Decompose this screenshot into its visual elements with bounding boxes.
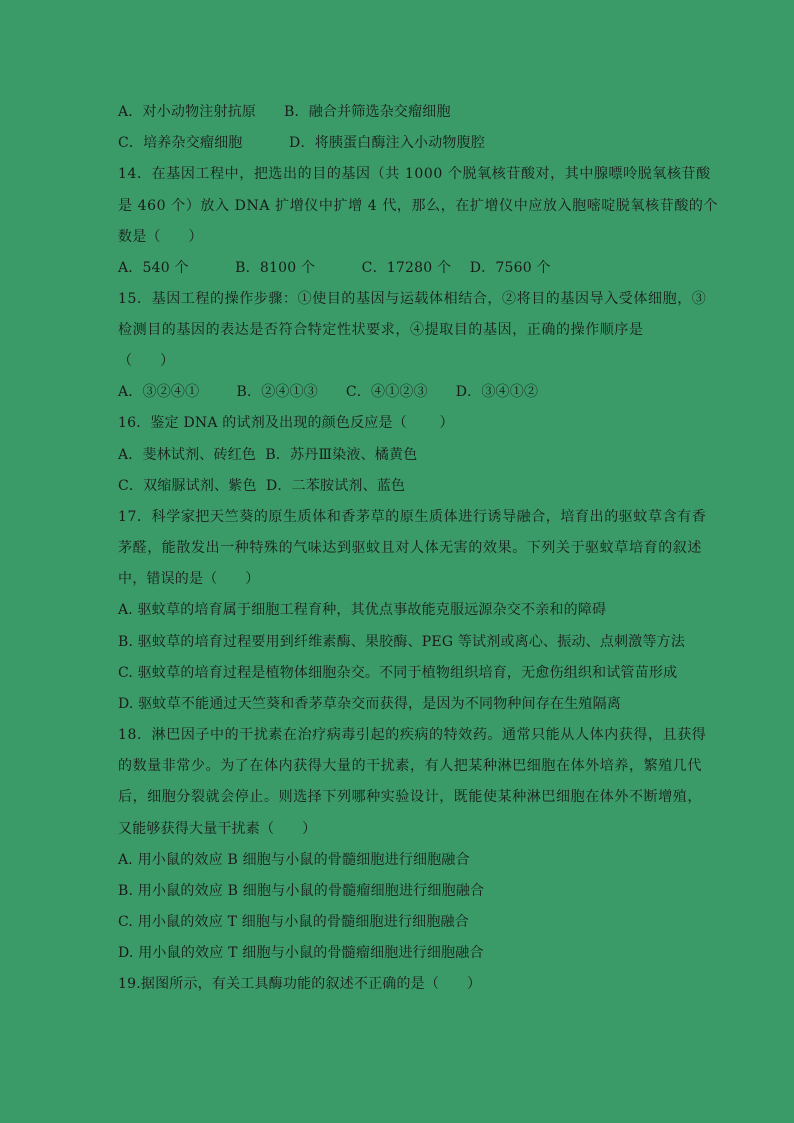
answer-option-a: A. 用小鼠的效应 B 细胞与小鼠的骨髓细胞进行细胞融合 bbox=[118, 852, 470, 868]
text-line: 中，错误的是（ ） bbox=[118, 571, 260, 587]
text-line: 又能够获得大量干扰素（ ） bbox=[118, 821, 317, 837]
answer-option-c: C. 用小鼠的效应 T 细胞与小鼠的骨髓细胞进行细胞融合 bbox=[118, 914, 469, 930]
text-line: 数是（ ） bbox=[118, 229, 203, 245]
answer-option-c: C. 驱蚊草的培育过程是植物体细胞杂交。不同于植物组织培育，无愈伤组织和试管苗形成 bbox=[118, 665, 678, 681]
text-line: 的数量非常少。为了在体内获得大量的干扰素，有人把某种淋巴细胞在体外培养，繁殖几代 bbox=[118, 758, 702, 774]
answer-options: A．③②④① B．②④①③ C．④①②③ D．③④①② bbox=[118, 384, 539, 400]
text-line: 茅醛，能散发出一种特殊的气味达到驱蚊且对人体无害的效果。下列关于驱蚊草培育的叙述 bbox=[118, 540, 702, 556]
question-17-line: 17．科学家把天竺葵的原生质体和香茅草的原生质体进行诱导融合，培育出的驱蚊草含有香 bbox=[118, 509, 707, 525]
text-line: 检测目的基因的表达是否符合特定性状要求，④提取目的基因，正确的操作顺序是 bbox=[118, 322, 644, 338]
text-line: C．培养杂交瘤细胞 D．将胰蛋白酶注入小动物腹腔 bbox=[118, 135, 486, 151]
answer-options: A．540 个 B．8100 个 C．17280 个 D．7560 个 bbox=[118, 260, 551, 276]
question-19-line: 19.据图所示，有关工具酶功能的叙述不正确的是（ ） bbox=[118, 976, 482, 992]
answer-option-d: D. 用小鼠的效应 T 细胞与小鼠的骨髓瘤细胞进行细胞融合 bbox=[118, 945, 484, 961]
question-15-line: 15．基因工程的操作步骤：①使目的基因与运载体相结合，②将目的基因导入受体细胞，③ bbox=[118, 291, 707, 307]
answer-options: A．斐林试剂、砖红色 B．苏丹Ⅲ染液、橘黄色 bbox=[118, 447, 418, 463]
text-line: A．对小动物注射抗原 B．融合并筛选杂交瘤细胞 bbox=[118, 104, 451, 120]
text-line: （ ） bbox=[118, 353, 175, 369]
text-line: 后，细胞分裂就会停止。则选择下列哪种实验设计，既能使某种淋巴细胞在体外不断增殖， bbox=[118, 789, 702, 805]
answer-option-b: B. 驱蚊草的培育过程要用到纤维素酶、果胶酶、PEG 等试剂或离心、振动、点刺激等方法 bbox=[118, 634, 686, 650]
question-16-line: 16．鉴定 DNA 的试剂及出现的颜色反应是（ ） bbox=[118, 415, 454, 431]
answer-option-b: B. 用小鼠的效应 B 细胞与小鼠的骨髓瘤细胞进行细胞融合 bbox=[118, 883, 485, 899]
text-line: 是 460 个）放入 DNA 扩增仪中扩增 4 代，那么，在扩增仪中应放入胞嘧啶脱氧核苷酸的个 bbox=[118, 198, 719, 214]
answer-option-d: D. 驱蚊草不能通过天竺葵和香茅草杂交而获得，是因为不同物种间存在生殖隔离 bbox=[118, 696, 622, 712]
answer-options: C．双缩脲试剂、紫色 D．二苯胺试剂、蓝色 bbox=[118, 478, 406, 494]
question-18-line: 18．淋巴因子中的干扰素在治疗病毒引起的疾病的特效药。通常只能从人体内获得，且获得 bbox=[118, 727, 707, 743]
answer-option-a: A. 驱蚊草的培育属于细胞工程育种，其优点事故能克服远源杂交不亲和的障碍 bbox=[118, 602, 607, 618]
question-14-line: 14．在基因工程中，把选出的目的基因（共 1000 个脱氧核苷酸对，其中腺嘌呤脱氧核苷酸 bbox=[118, 166, 711, 182]
